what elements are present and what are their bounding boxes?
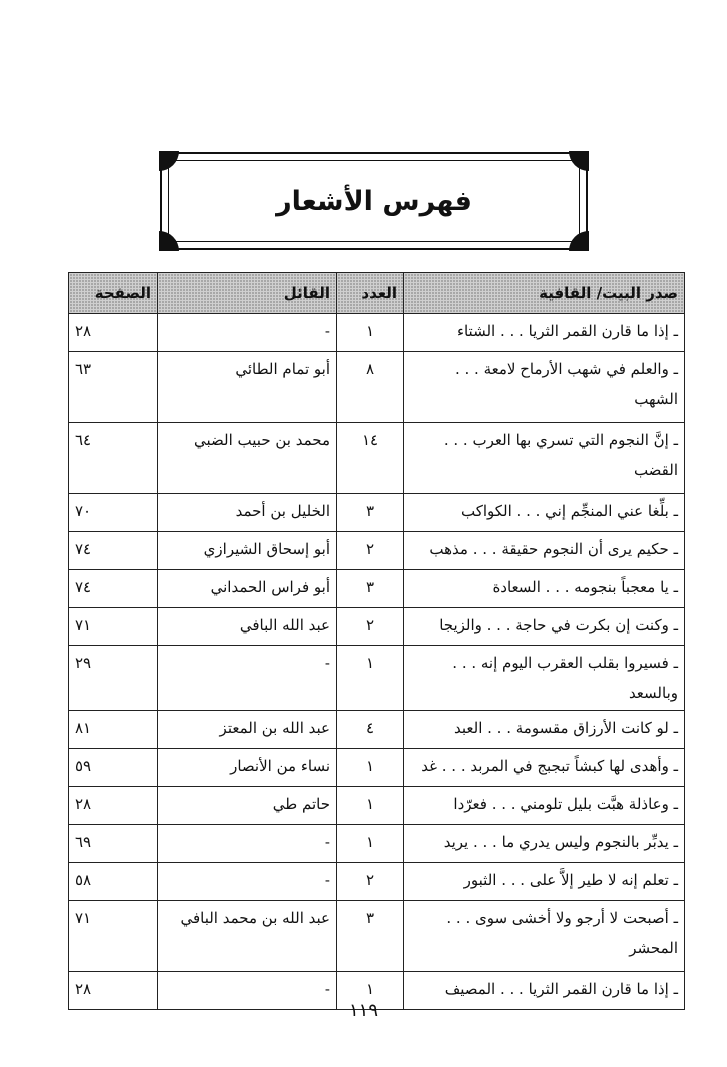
- count-cell: ١: [337, 749, 404, 787]
- page-cell: ٨١: [69, 711, 158, 749]
- header-page: الصفحة: [69, 273, 158, 314]
- verse-cell: ـ يدبِّر بالنجوم وليس يدري ما . . . يريد: [404, 825, 685, 863]
- title-frame-inner: [168, 160, 580, 242]
- poet-cell: الخليل بن أحمد: [158, 494, 337, 532]
- page-cell: ٧٤: [69, 570, 158, 608]
- poet-cell: أبو فراس الحمداني: [158, 570, 337, 608]
- verse-cell: ـ حكيم يرى أن النجوم حقيقة . . . مذهب: [404, 532, 685, 570]
- header-verse: صدر البيت/ القافية: [404, 273, 685, 314]
- count-cell: ٣: [337, 901, 404, 972]
- table-row: [69, 749, 685, 787]
- verse-cell: ـ يا معجباً بنجومه . . . السعادة: [404, 570, 685, 608]
- table-row: [69, 423, 685, 494]
- poet-cell: -: [158, 646, 337, 711]
- page-cell: ٥٨: [69, 863, 158, 901]
- title-frame: [160, 152, 588, 250]
- poet-cell: أبو إسحاق الشيرازي: [158, 532, 337, 570]
- poet-cell: نساء من الأنصار: [158, 749, 337, 787]
- verse-cell: ـ إنَّ النجوم التي تسري بها العرب . . . القضب: [404, 423, 685, 494]
- table-row: [69, 494, 685, 532]
- page-cell: ٢٩: [69, 646, 158, 711]
- poet-cell: محمد بن حبيب الضبي: [158, 423, 337, 494]
- page-number: ١١٩: [348, 1000, 378, 1021]
- poetry-index-table: [68, 272, 685, 1010]
- table-row: [69, 711, 685, 749]
- poet-cell: عبد الله البافي: [158, 608, 337, 646]
- verse-cell: ـ بلِّغا عني المنجِّم إني . . . الكواكب: [404, 494, 685, 532]
- verse-cell: ـ لو كانت الأرزاق مقسومة . . . العبد: [404, 711, 685, 749]
- table-row: [69, 570, 685, 608]
- header-poet: القائل: [158, 273, 337, 314]
- page-cell: ٦٣: [69, 352, 158, 423]
- page-cell: ٧٠: [69, 494, 158, 532]
- page-cell: ٢٨: [69, 787, 158, 825]
- verse-cell: ـ فسيروا بقلب العقرب اليوم إنه . . . وبالسعد: [404, 646, 685, 711]
- page-title: فهرس الأشعار: [276, 185, 472, 217]
- page-cell: ٦٤: [69, 423, 158, 494]
- count-cell: ١: [337, 972, 404, 1010]
- poet-cell: عبد الله بن محمد البافي: [158, 901, 337, 972]
- count-cell: ٣: [337, 494, 404, 532]
- poet-cell: -: [158, 972, 337, 1010]
- page-cell: ٧١: [69, 608, 158, 646]
- verse-cell: ـ والعلم في شهب الأرماح لامعة . . . الشهب: [404, 352, 685, 423]
- table-row: [69, 863, 685, 901]
- table-row: [69, 352, 685, 423]
- page-cell: ٧١: [69, 901, 158, 972]
- count-cell: ١: [337, 787, 404, 825]
- poet-cell: -: [158, 825, 337, 863]
- poet-cell: حاتم طي: [158, 787, 337, 825]
- page-cell: ٢٨: [69, 314, 158, 352]
- verse-cell: ـ إذا ما قارن القمر الثريا . . . الشتاء: [404, 314, 685, 352]
- poet-cell: -: [158, 314, 337, 352]
- verse-cell: ـ أصبحت لا أرجو ولا أخشى سوى . . . المحشر: [404, 901, 685, 972]
- poet-cell: عبد الله بن المعتز: [158, 711, 337, 749]
- poet-cell: أبو تمام الطائي: [158, 352, 337, 423]
- count-cell: ٢: [337, 532, 404, 570]
- table-row: [69, 532, 685, 570]
- count-cell: ٢: [337, 863, 404, 901]
- count-cell: ١٤: [337, 423, 404, 494]
- page-cell: ٦٩: [69, 825, 158, 863]
- header-count: العدد: [337, 273, 404, 314]
- page-cell: ٢٨: [69, 972, 158, 1010]
- count-cell: ١: [337, 314, 404, 352]
- verse-cell: ـ إذا ما قارن القمر الثريا . . . المصيف: [404, 972, 685, 1010]
- count-cell: ٣: [337, 570, 404, 608]
- verse-cell: ـ وأهدى لها كبشاً تبجبج في المربد . . . غد: [404, 749, 685, 787]
- verse-cell: ـ وعاذلة هبَّت بليل تلومني . . . فعرّدا: [404, 787, 685, 825]
- table-header-row: [69, 273, 685, 314]
- table-row: [69, 314, 685, 352]
- count-cell: ٤: [337, 711, 404, 749]
- table-body: [69, 314, 685, 1010]
- count-cell: ٢: [337, 608, 404, 646]
- count-cell: ١: [337, 646, 404, 711]
- count-cell: ٨: [337, 352, 404, 423]
- table-row: [69, 646, 685, 711]
- table-row: [69, 787, 685, 825]
- verse-cell: ـ تعلم إنه لا طير إلاَّ على . . . الثبور: [404, 863, 685, 901]
- poet-cell: -: [158, 863, 337, 901]
- table-row: [69, 901, 685, 972]
- table-row: [69, 825, 685, 863]
- table-row: [69, 608, 685, 646]
- page-cell: ٥٩: [69, 749, 158, 787]
- count-cell: ١: [337, 825, 404, 863]
- page-cell: ٧٤: [69, 532, 158, 570]
- verse-cell: ـ وكنت إن بكرت في حاجة . . . والزيجا: [404, 608, 685, 646]
